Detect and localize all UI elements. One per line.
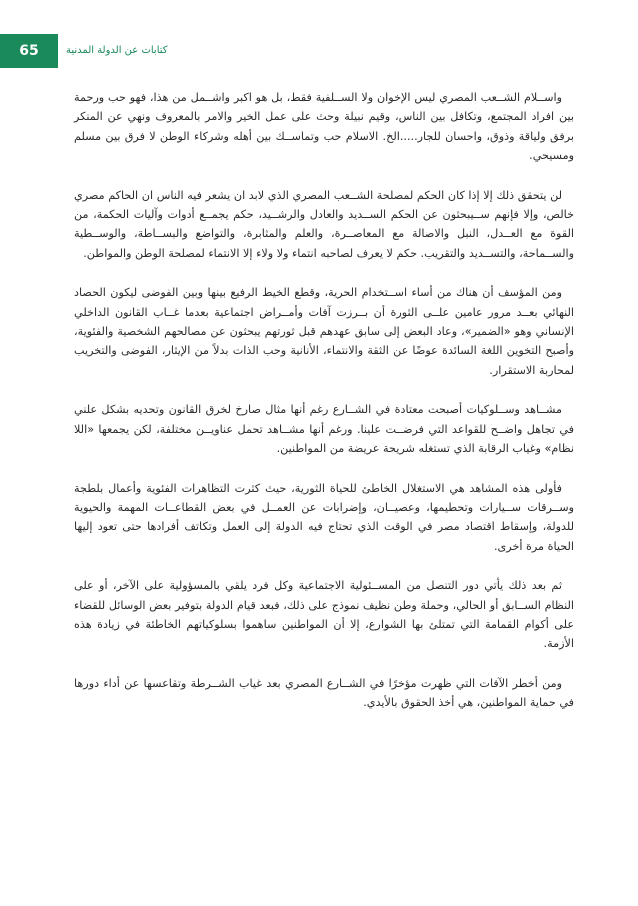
paragraph: لن يتحقق ذلك إلا إذا كان الحكم لمصلحة الشــعب المصري الذي لابد ان يشعر فيه الناس ان الحاكم مصري خالص، وإلا فإنهم ســيبحثون عن الحكم الســديد والعادل والرشــيد، حكم يجمــع أدوات وآليات الحكمة، من القوة مع العــدل، النبل والاصالة مع المعاصــرة، والعلم والمثابرة، والتواضع والبســاطة، والوســطية والســماحة، والتســديد والتقريب. حكم لا يعرف لصاحبه انتماء ولا ولاء إلا الانتماء لمصلحة الوطن والمواطن.: [74, 188, 574, 260]
paragraph: مشــاهد وســلوكيات أصبحت معتادة في الشــارع رغم أنها مثال صارخ لخرق القانون وتحديه بشكل علني في تجاهل واضــح للقواعد التي فرضــت علينا. ورغم أنها مشــاهد تحمل عناويــن مختلفة، لكن يجمعها «اللا نظام» وغياب الرقابة الذي تستغله شريحة عريضة من المواطنين.: [74, 403, 574, 456]
running-title: كتابات عن الدولة المدنية: [66, 45, 168, 56]
paragraph: ثم بعد ذلك يأتي دور التنصل من المســئولية الاجتماعية وكل فرد يلقي بالمسؤولية على الآخر، أو على النظام الســابق أو الحالي، وحملة وطن نظيف نموذج على ذلك، فبعد قيام الدولة بتوفير بعض الوسائل للقضاء على أكوام القمامة التي تمتلئ بها الشوارع، إلا أن المواطنين ساهموا بسلوكياتهم الخاطئة في زيادة هذه الأزمة.: [74, 579, 574, 651]
paragraph: واســلام الشــعب المصري ليس الإخوان ولا الســلفية فقط، بل هو اكبر واشــمل من هذا، فهو حب ورحمة بين افراد المجتمع، وتكافل بين الناس، وقيم نبيلة وحث على عمل الخير والامر بالمعروف ونهي عن المنكر برفق ولياقة وذوق، واحسان للجار.....الخ. الاسلام حب وتماســك بين أهله وشركاء الوطن لا فرق بين مسلم ومسيحي.: [74, 91, 574, 163]
page-number: 65: [0, 34, 58, 68]
paragraph: ومن المؤسف أن هناك من أساء اســتخدام الحرية، وقطع الخيط الرفيع بينها وبين الفوضى ليكون الحصاد النهائي بعــد مرور عامين علــى الثورة أن بــرزت آفات وأمــراض اجتماعية بعدما غــاب القانون الداخلي الإنساني وهو «الضمير»، وعاد البعض إلى سابق عهدهم قبل ثورتهم يبحثون عن مصالحهم الشخصية والفئوية، وأصبح التخوين اللغة السائدة عوضًا عن الثقة والانتماء، الأنانية وحب الذات بدلاً من الإيثار، الفوضى والتخريب لمحاربة الاستقرار.: [74, 286, 574, 377]
paragraph: ومن أخطر الآفات التي ظهرت مؤخرًا في الشــارع المصري بعد غياب الشــرطة وتقاعسها عن أداء دورها في حماية المواطنين، هي أخذ الحقوق بالأيدي.: [74, 676, 574, 710]
article-body: [74, 88, 574, 733]
page-header: [0, 34, 638, 68]
paragraph: فأولى هذه المشاهد هي الاستغلال الخاطئ للحياة الثورية، حيث كثرت التظاهرات الفئوية وأعمال بلطجة وســرقات ســيارات وتحطيمها، وعصيــان، وإضرابات عن العمــل في بعض القطاعــات المهمة والحيوية للدولة، وإسقاط اقتصاد مصر في الوقت الذي تحتاج فيه الدولة إلى العمل وتكاتف أفرادها حتى تعود إليها الحياة مرة أخرى.: [74, 481, 574, 553]
